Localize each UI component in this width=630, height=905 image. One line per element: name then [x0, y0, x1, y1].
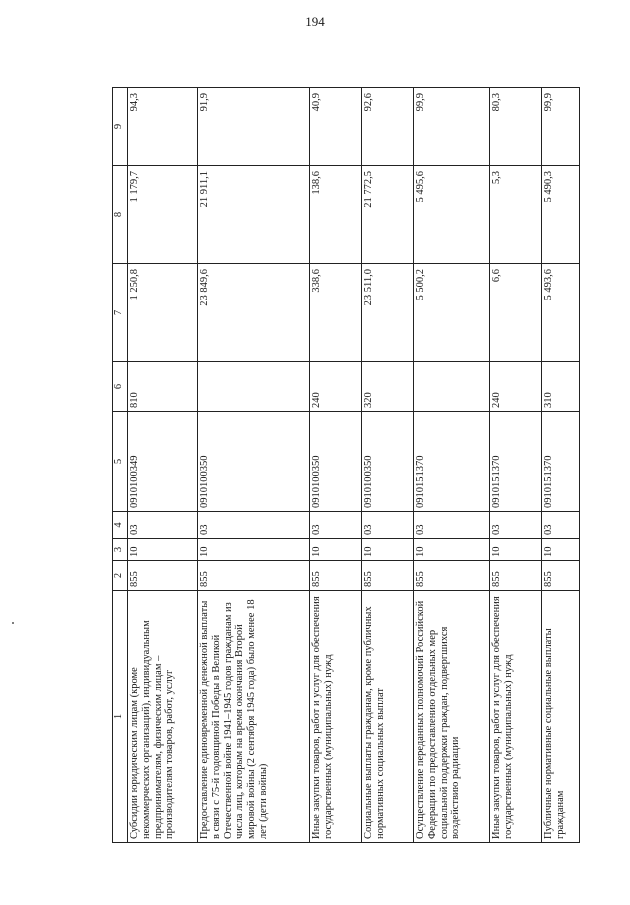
table-row [542, 88, 580, 843]
row-value-7: 6,6 [490, 264, 542, 362]
row-value-7: 23 849,6 [198, 264, 310, 362]
row-value-9: 99,9 [542, 88, 580, 166]
row-value-8: 5 495,6 [414, 166, 490, 264]
header-cell: 4 [113, 512, 128, 539]
row-code-4: 03 [490, 512, 542, 539]
table-row [310, 88, 362, 843]
row-value-9: 80,3 [490, 88, 542, 166]
row-code-4: 03 [310, 512, 362, 539]
row-code-2: 855 [542, 561, 580, 591]
rotated-table-frame [112, 88, 608, 843]
table-row [362, 88, 414, 843]
row-code-5: 0910151370 [490, 412, 542, 512]
table-row [128, 88, 198, 843]
row-code-5: 0910100349 [128, 412, 198, 512]
row-value-9: 94,3 [128, 88, 198, 166]
row-code-2: 855 [198, 561, 310, 591]
rotated-table-container [112, 88, 608, 843]
row-value-9: 40,9 [310, 88, 362, 166]
row-name: Социальные выплаты гражданам, кроме публичных нормативных социальных выплат [362, 591, 414, 843]
row-value-7: 338,6 [310, 264, 362, 362]
row-code-3: 10 [414, 539, 490, 561]
row-code-6: 810 [128, 362, 198, 412]
row-code-6: 240 [310, 362, 362, 412]
row-value-8: 138,6 [310, 166, 362, 264]
row-code-4: 03 [542, 512, 580, 539]
row-code-3: 10 [362, 539, 414, 561]
row-value-7: 5 500,2 [414, 264, 490, 362]
table-row [414, 88, 490, 843]
header-cell: 1 [113, 591, 128, 843]
row-value-7: 23 511,0 [362, 264, 414, 362]
row-value-8: 5,3 [490, 166, 542, 264]
row-value-8: 5 490,3 [542, 166, 580, 264]
budget-table [112, 87, 580, 843]
row-code-5: 0910100350 [310, 412, 362, 512]
row-code-3: 10 [542, 539, 580, 561]
header-cell: 2 [113, 561, 128, 591]
row-code-4: 03 [362, 512, 414, 539]
row-code-2: 855 [490, 561, 542, 591]
row-code-5: 0910151370 [414, 412, 490, 512]
row-code-2: 855 [362, 561, 414, 591]
row-code-6: 320 [362, 362, 414, 412]
row-code-6 [414, 362, 490, 412]
row-code-3: 10 [310, 539, 362, 561]
header-cell: 3 [113, 539, 128, 561]
row-code-4: 03 [128, 512, 198, 539]
row-code-4: 03 [198, 512, 310, 539]
row-value-8: 1 179,7 [128, 166, 198, 264]
row-code-2: 855 [310, 561, 362, 591]
row-value-7: 5 493,6 [542, 264, 580, 362]
row-code-5: 0910151370 [542, 412, 580, 512]
row-name: Предоставление единовременной денежной выплаты в связи с 75-й годовщиной Победы в Великой Отечественной войне 1941–1945 годов гражданам из числа лиц, которым на время окончания Второй мировой войны (2 сентября 1945 года) было менее 18 лет (дети войны) [198, 591, 310, 843]
scan-speck [12, 622, 14, 624]
row-code-3: 10 [198, 539, 310, 561]
header-cell: 7 [113, 264, 128, 362]
row-name: Осуществление переданных полномочий Российской Федерации по предоставлению отдельных мер социальной поддержки граждан, подвергшихся воздействию радиации [414, 591, 490, 843]
row-value-9: 91,9 [198, 88, 310, 166]
row-code-2: 855 [414, 561, 490, 591]
table-header-row [113, 88, 128, 843]
row-name: Субсидии юридическим лицам (кроме некоммерческих организаций), индивидуальным предпринимателям, физическим лицам – производителям товаров, работ, услуг [128, 591, 198, 843]
row-value-9: 99,9 [414, 88, 490, 166]
header-cell: 9 [113, 88, 128, 166]
row-name: Иные закупки товаров, работ и услуг для обеспечения государственных (муниципальных) нужд [490, 591, 542, 843]
table-row [198, 88, 310, 843]
table-row [490, 88, 542, 843]
header-cell: 5 [113, 412, 128, 512]
page-number: 194 [305, 14, 325, 29]
row-code-6: 310 [542, 362, 580, 412]
row-name: Иные закупки товаров, работ и услуг для обеспечения государственных (муниципальных) нужд [310, 591, 362, 843]
row-code-5: 0910100350 [198, 412, 310, 512]
header-cell: 6 [113, 362, 128, 412]
row-code-2: 855 [128, 561, 198, 591]
row-code-3: 10 [128, 539, 198, 561]
row-code-6: 240 [490, 362, 542, 412]
row-name: Публичные нормативные социальные выплаты гражданам [542, 591, 580, 843]
row-value-7: 1 250,8 [128, 264, 198, 362]
row-code-3: 10 [490, 539, 542, 561]
row-code-5: 0910100350 [362, 412, 414, 512]
row-value-9: 92,6 [362, 88, 414, 166]
row-code-4: 03 [414, 512, 490, 539]
header-cell: 8 [113, 166, 128, 264]
row-code-6 [198, 362, 310, 412]
row-value-8: 21 911,1 [198, 166, 310, 264]
row-value-8: 21 772,5 [362, 166, 414, 264]
